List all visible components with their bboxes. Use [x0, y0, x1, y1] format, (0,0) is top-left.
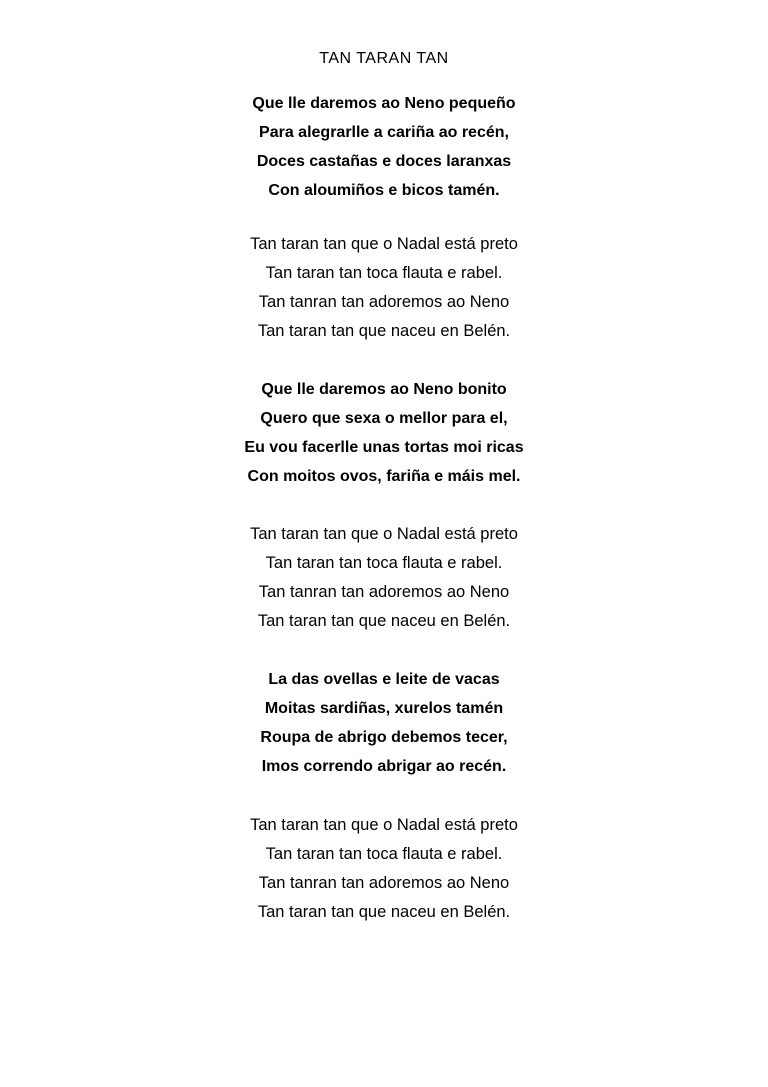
lyric-line: Roupa de abrigo debemos tecer, — [260, 729, 508, 746]
lyric-line: Eu vou facerlle unas tortas moi ricas — [244, 439, 524, 456]
lyric-line: Tan taran tan toca flauta e rabel. — [265, 845, 503, 863]
lyric-line: Tan taran tan que naceu en Belén. — [257, 322, 511, 340]
verse-2 — [231, 375, 537, 491]
lyric-line: Quero que sexa o mellor para el, — [260, 410, 508, 427]
lyric-line: Tan taran tan que o Nadal está preto — [250, 235, 518, 253]
verse-3 — [231, 665, 537, 781]
chorus-2 — [231, 520, 537, 636]
lyric-line: Que lle daremos ao Neno pequeño — [252, 95, 516, 112]
lyric-line: Con aloumiños e bicos tamén. — [268, 182, 500, 199]
song-title: TAN TARAN TAN — [319, 50, 449, 67]
lyric-line: Que lle daremos ao Neno bonito — [261, 381, 507, 398]
lyric-line: Tan taran tan que naceu en Belén. — [257, 903, 511, 921]
chorus-3 — [231, 811, 537, 927]
lyric-line: Con moitos ovos, fariña e máis mel. — [247, 468, 521, 485]
lyric-line: Tan taran tan toca flauta e rabel. — [265, 554, 503, 572]
lyric-line: Tan tanran tan adoremos ao Neno — [258, 583, 510, 601]
lyric-line: Tan taran tan que o Nadal está preto — [250, 816, 518, 834]
lyric-line: Tan taran tan que o Nadal está preto — [250, 525, 518, 543]
lyric-line: Moitas sardiñas, xurelos tamén — [264, 700, 504, 717]
lyric-line: Para alegrarlle a cariña ao recén, — [259, 124, 509, 141]
lyric-line: Tan taran tan que naceu en Belén. — [257, 612, 511, 630]
lyric-line: Tan tanran tan adoremos ao Neno — [258, 874, 510, 892]
lyric-line: Doces castañas e doces laranxas — [256, 153, 512, 170]
lyric-line: La das ovellas e leite de vacas — [268, 671, 500, 688]
lyric-line: Imos correndo abrigar ao recén. — [261, 758, 507, 775]
verse-1 — [231, 89, 537, 205]
chorus-1 — [231, 230, 537, 346]
lyric-line: Tan taran tan toca flauta e rabel. — [265, 264, 503, 282]
lyric-line: Tan tanran tan adoremos ao Neno — [258, 293, 510, 311]
